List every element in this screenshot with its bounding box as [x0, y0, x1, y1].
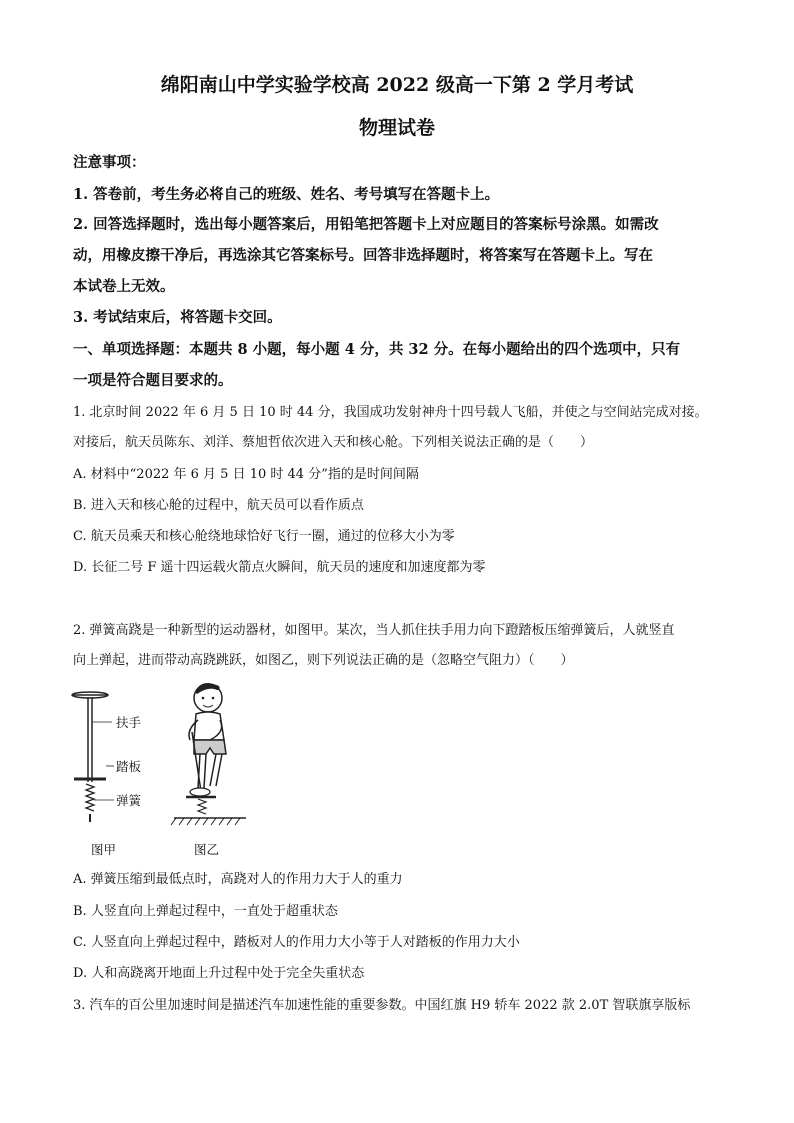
note-2-line2: 动，用橡皮擦干净后，再选涂其它答案标号。回答非选择题时，将答案写在答题卡上。写在: [73, 247, 653, 264]
section-heading-line1: 一、单项选择题：本题共 8 小题，每小题 4 分，共 32 分。在每小题给出的四个选项中，只有: [73, 341, 681, 358]
caption-fig-b: 图乙: [194, 842, 220, 857]
q1-option-c: C. 航天员乘天和核心舱绕地球恰好飞行一圈，通过的位移大小为零: [73, 529, 455, 544]
caption-fig-a: 图甲: [91, 842, 117, 857]
section-heading-line2: 一项是符合题目要求的。: [73, 372, 233, 389]
label-pedal: 踏板: [116, 759, 142, 774]
label-spring: 弹簧: [116, 793, 142, 808]
note-2-line1: 2. 回答选择题时，选出每小题答案后，用铅笔把答题卡上对应题目的答案标号涂黑。如需改: [73, 216, 659, 233]
note-2-line3: 本试卷上无效。: [73, 278, 175, 295]
q2-option-c: C. 人竖直向上弹起过程中，踏板对人的作用力大小等于人对踏板的作用力大小: [73, 935, 520, 950]
exam-subtitle: 物理试卷: [358, 117, 435, 139]
note-1: 1. 答卷前，考生务必将自己的班级、姓名、考号填写在答题卡上。: [73, 186, 500, 203]
note-3: 3. 考试结束后，将答题卡交回。: [73, 309, 282, 326]
boy-on-pogo-figure: [168, 676, 248, 830]
q2-option-a: A. 弹簧压缩到最低点时，高跷对人的作用力大于人的重力: [73, 872, 403, 887]
q2-stem-line1: 2. 弹簧高跷是一种新型的运动器材，如图甲。某次，当人抓住扶手用力向下蹬踏板压缩弹簧后，人就竖直: [73, 623, 675, 638]
q1-option-d: D. 长征二号 F 遥十四运载火箭点火瞬间，航天员的速度和加速度都为零: [73, 560, 486, 575]
q2-stem-line2: 向上弹起，进而带动高跷跳跃，如图乙，则下列说法正确的是（忽略空气阻力）（ ）: [73, 653, 574, 668]
q2-option-d: D. 人和高跷离开地面上升过程中处于完全失重状态: [73, 966, 365, 981]
notes-heading: 注意事项：: [73, 154, 146, 171]
q1-option-a: A. 材料中“2022 年 6 月 5 日 10 时 44 分”指的是时间间隔: [73, 467, 419, 482]
q3-stem-line1: 3. 汽车的百公里加速时间是描述汽车加速性能的重要参数。中国红旗 H9 轿车 2022 款 2.0T 智联旗享版标: [73, 998, 691, 1013]
q2-option-b: B. 人竖直向上弹起过程中，一直处于超重状态: [73, 904, 338, 919]
q1-option-b: B. 进入天和核心舱的过程中，航天员可以看作质点: [73, 498, 364, 513]
q1-stem-line1: 1. 北京时间 2022 年 6 月 5 日 10 时 44 分，我国成功发射神舟十四号载人飞船，并使之与空间站完成对接。: [73, 405, 708, 420]
q1-stem-line2: 对接后，航天员陈东、刘洋、蔡旭哲依次进入天和核心舱。下列相关说法正确的是（ ）: [73, 435, 594, 450]
label-handle: 扶手: [116, 715, 142, 730]
exam-title: 绵阳南山中学实验学校高 2022 级高一下第 2 学月考试: [160, 74, 634, 96]
